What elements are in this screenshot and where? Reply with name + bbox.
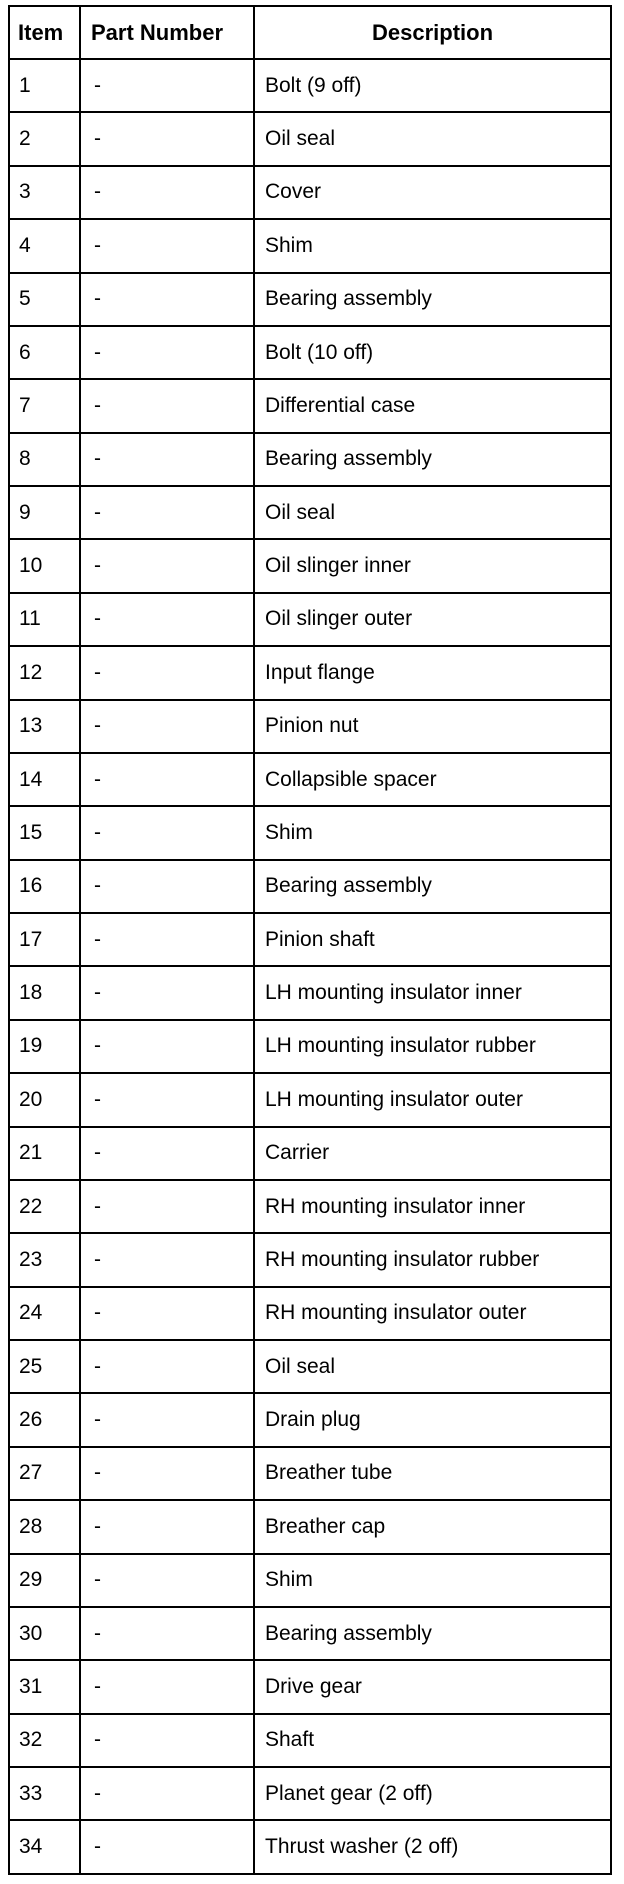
item-cell: 17 (9, 913, 80, 966)
part-number-cell: - (80, 1714, 254, 1767)
item-cell: 13 (9, 700, 80, 753)
item-cell: 9 (9, 486, 80, 539)
description-cell: LH mounting insulator rubber (254, 1020, 611, 1073)
part-number-cell: - (80, 273, 254, 326)
table-row (9, 112, 611, 165)
part-number-cell: - (80, 1180, 254, 1233)
part-number-cell: - (80, 433, 254, 486)
table-row (9, 646, 611, 699)
table-row (9, 1287, 611, 1340)
part-number-cell: - (80, 326, 254, 379)
description-cell: Differential case (254, 379, 611, 432)
description-cell: Shim (254, 1554, 611, 1607)
item-cell: 32 (9, 1714, 80, 1767)
table-row (9, 593, 611, 646)
table-row (9, 539, 611, 592)
description-cell: LH mounting insulator inner (254, 966, 611, 1019)
item-cell: 29 (9, 1554, 80, 1607)
table-row (9, 913, 611, 966)
description-cell: Collapsible spacer (254, 753, 611, 806)
description-cell: RH mounting insulator outer (254, 1287, 611, 1340)
table-row (9, 1020, 611, 1073)
description-cell: Bolt (10 off) (254, 326, 611, 379)
item-cell: 22 (9, 1180, 80, 1233)
part-number-cell: - (80, 1127, 254, 1180)
item-cell: 18 (9, 966, 80, 1019)
description-cell: Bearing assembly (254, 1607, 611, 1660)
table-row (9, 1180, 611, 1233)
part-number-cell: - (80, 646, 254, 699)
table-body (9, 59, 611, 1874)
table-row (9, 1607, 611, 1660)
table-row (9, 486, 611, 539)
part-number-cell: - (80, 753, 254, 806)
table-row (9, 1073, 611, 1126)
description-cell: Shim (254, 806, 611, 859)
description-cell: Shaft (254, 1714, 611, 1767)
part-number-cell: - (80, 539, 254, 592)
table-row (9, 1767, 611, 1820)
item-cell: 15 (9, 806, 80, 859)
description-cell: Bearing assembly (254, 433, 611, 486)
table-row (9, 1340, 611, 1393)
table-row (9, 1554, 611, 1607)
description-cell: Oil seal (254, 486, 611, 539)
item-cell: 6 (9, 326, 80, 379)
part-number-cell: - (80, 379, 254, 432)
item-cell: 33 (9, 1767, 80, 1820)
part-number-cell: - (80, 966, 254, 1019)
table-row (9, 59, 611, 112)
table-row (9, 1820, 611, 1874)
part-number-cell: - (80, 166, 254, 219)
table-row (9, 379, 611, 432)
item-cell: 14 (9, 753, 80, 806)
item-cell: 11 (9, 593, 80, 646)
item-cell: 30 (9, 1607, 80, 1660)
table-row (9, 1393, 611, 1446)
item-cell: 27 (9, 1447, 80, 1500)
part-number-cell: - (80, 1287, 254, 1340)
part-number-cell: - (80, 1073, 254, 1126)
description-cell: Oil seal (254, 1340, 611, 1393)
table-row (9, 753, 611, 806)
item-cell: 28 (9, 1500, 80, 1553)
item-cell: 12 (9, 646, 80, 699)
table-row (9, 433, 611, 486)
description-cell: Thrust washer (2 off) (254, 1820, 611, 1874)
part-number-cell: - (80, 1447, 254, 1500)
table-row (9, 700, 611, 753)
header-description: Description (254, 6, 611, 59)
table-row (9, 1714, 611, 1767)
part-number-cell: - (80, 59, 254, 112)
item-cell: 5 (9, 273, 80, 326)
part-number-cell: - (80, 1554, 254, 1607)
item-cell: 21 (9, 1127, 80, 1180)
description-cell: RH mounting insulator inner (254, 1180, 611, 1233)
description-cell: Bearing assembly (254, 273, 611, 326)
part-number-cell: - (80, 1020, 254, 1073)
part-number-cell: - (80, 806, 254, 859)
description-cell: Planet gear (2 off) (254, 1767, 611, 1820)
table-row (9, 326, 611, 379)
part-number-cell: - (80, 593, 254, 646)
item-cell: 34 (9, 1820, 80, 1874)
table-row (9, 1447, 611, 1500)
part-number-cell: - (80, 1500, 254, 1553)
part-number-cell: - (80, 1607, 254, 1660)
table-row (9, 966, 611, 1019)
item-cell: 19 (9, 1020, 80, 1073)
description-cell: Drive gear (254, 1660, 611, 1713)
part-number-cell: - (80, 112, 254, 165)
description-cell: Pinion nut (254, 700, 611, 753)
description-cell: Breather tube (254, 1447, 611, 1500)
item-cell: 24 (9, 1287, 80, 1340)
part-number-cell: - (80, 1660, 254, 1713)
table-row (9, 806, 611, 859)
description-cell: Input flange (254, 646, 611, 699)
description-cell: Bolt (9 off) (254, 59, 611, 112)
table-row (9, 273, 611, 326)
table-row (9, 1233, 611, 1286)
item-cell: 2 (9, 112, 80, 165)
part-number-cell: - (80, 913, 254, 966)
description-cell: Pinion shaft (254, 913, 611, 966)
part-number-cell: - (80, 860, 254, 913)
table-row (9, 1127, 611, 1180)
description-cell: Oil seal (254, 112, 611, 165)
header-item: Item (9, 6, 80, 59)
description-cell: Oil slinger outer (254, 593, 611, 646)
header-part-number: Part Number (80, 6, 254, 59)
description-cell: LH mounting insulator outer (254, 1073, 611, 1126)
description-cell: RH mounting insulator rubber (254, 1233, 611, 1286)
table-row (9, 166, 611, 219)
item-cell: 3 (9, 166, 80, 219)
item-cell: 8 (9, 433, 80, 486)
part-number-cell: - (80, 1767, 254, 1820)
part-number-cell: - (80, 1340, 254, 1393)
table-row (9, 1500, 611, 1553)
item-cell: 16 (9, 860, 80, 913)
description-cell: Cover (254, 166, 611, 219)
item-cell: 25 (9, 1340, 80, 1393)
part-number-cell: - (80, 1393, 254, 1446)
table-header-row (9, 6, 611, 59)
item-cell: 10 (9, 539, 80, 592)
item-cell: 31 (9, 1660, 80, 1713)
table-row (9, 219, 611, 272)
description-cell: Bearing assembly (254, 860, 611, 913)
description-cell: Shim (254, 219, 611, 272)
part-number-cell: - (80, 486, 254, 539)
part-number-cell: - (80, 1820, 254, 1874)
part-number-cell: - (80, 1233, 254, 1286)
table-row (9, 1660, 611, 1713)
item-cell: 4 (9, 219, 80, 272)
part-number-cell: - (80, 700, 254, 753)
description-cell: Breather cap (254, 1500, 611, 1553)
part-number-cell: - (80, 219, 254, 272)
item-cell: 20 (9, 1073, 80, 1126)
parts-table (8, 5, 612, 1875)
item-cell: 7 (9, 379, 80, 432)
description-cell: Oil slinger inner (254, 539, 611, 592)
item-cell: 23 (9, 1233, 80, 1286)
item-cell: 26 (9, 1393, 80, 1446)
item-cell: 1 (9, 59, 80, 112)
table-row (9, 860, 611, 913)
description-cell: Drain plug (254, 1393, 611, 1446)
description-cell: Carrier (254, 1127, 611, 1180)
